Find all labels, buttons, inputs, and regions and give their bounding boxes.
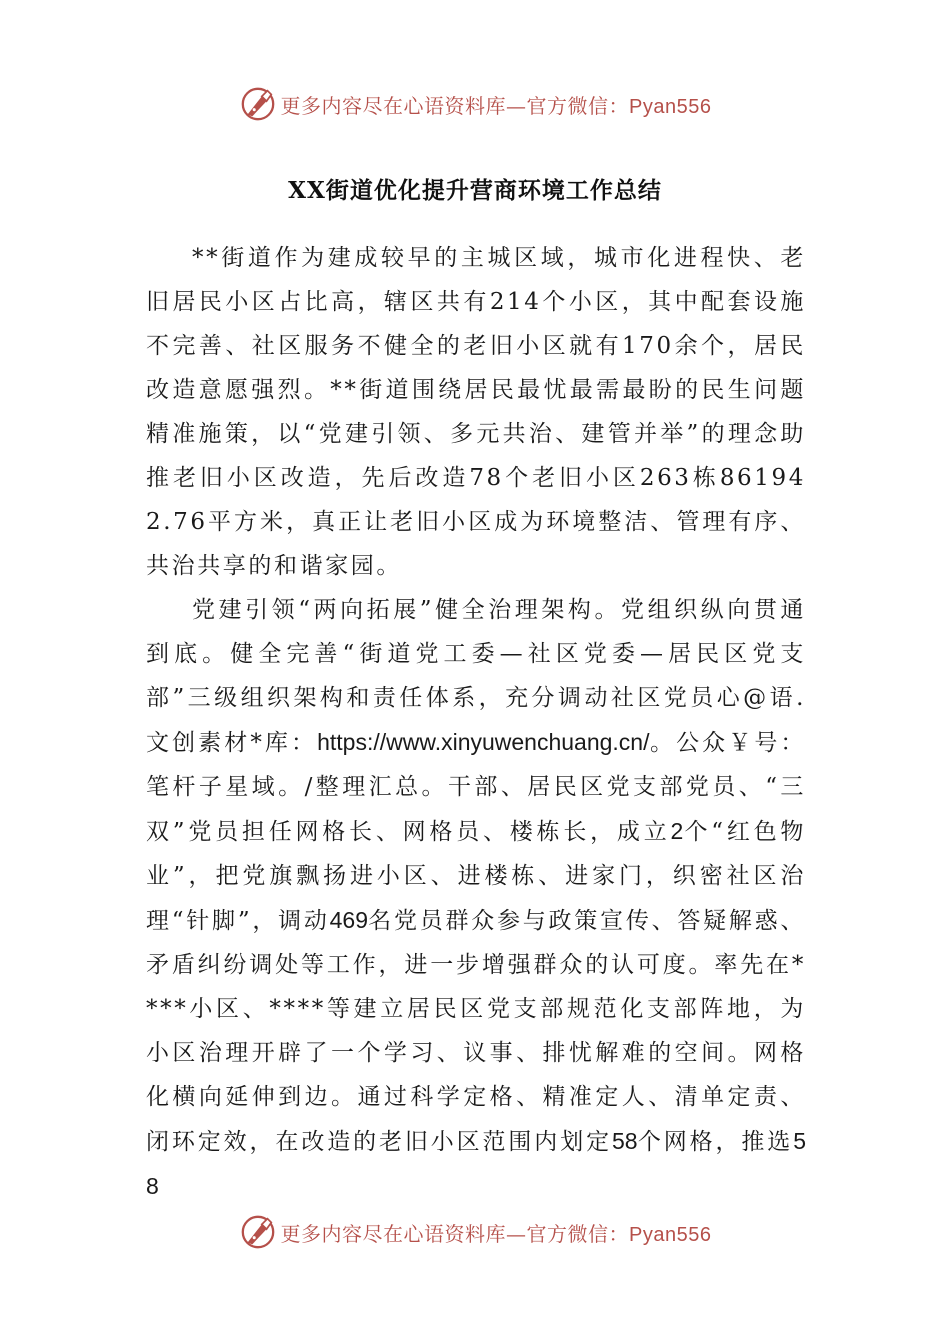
paragraph-text-segment: 个网格，推选 (637, 1129, 794, 1155)
website-url-text: https://www.xinyuwenchuang.cn/ (317, 729, 650, 755)
header-banner (0, 82, 950, 126)
banner-wechat-id: Pyan556 (629, 95, 712, 118)
paragraph-text-segment: 名党员群众参与政策宣传、答疑解惑、矛盾纠纷调处等工作，进一步增强群众的认可度。率先在****小区、****等建立居民区党支部规范化支部阵地，为小区治理开辟了一个学习、议事、排忧解难的空间。网格化横向延伸到边。通过科学定格、精准定人、清单定责、闭环定效，在改造的老旧小区范围内划定 (146, 908, 806, 1155)
banner-main-text: 更多内容尽在心语资料库 (280, 93, 507, 118)
paragraph-text-segment: 党建引领“两向拓展”健全治理架构。党组织纵向贯通到底。健全完善“街道党工委—社区党委—居民区党支部”三级组织架构和责任体系，充分调动社区党员心@语.文创素材*库： (146, 597, 806, 756)
document-title: XX街道优化提升营商环境工作总结 (288, 177, 662, 204)
number-grids: 58 (611, 1128, 638, 1154)
paragraph-intro: **街道作为建成较早的主城区域，城市化进程快、老旧居民小区占比高，辖区共有214个小区，其中配套设施不完善、社区服务不健全的老旧小区就有170余个，居民改造意愿强烈。**街道围绕居民最忧最需最盼的民生问题精准施策，以“党建引领、多元共治、建管并举”的理念助推老旧小区改造，先后改造78个老旧小区263栋861942.76平方米，真正让老旧小区成为环境整洁、管理有序、共治共享的和谐家园。 (146, 245, 806, 579)
banner-wechat-id: Pyan556 (629, 1223, 712, 1246)
banner-wechat-label: 官方微信： (526, 1221, 630, 1246)
number-selected: 58 (146, 1128, 806, 1199)
banner-text (281, 1218, 712, 1247)
pen-nib-logo-icon (239, 85, 277, 123)
banner-text (281, 90, 712, 119)
banner-main-text: 更多内容尽在心语资料库 (280, 1221, 507, 1246)
paragraph-text-segment: 个“红色物业”，把党旗飘扬进小区、进楼栋、进家门，织密社区治理“针脚”，调动 (146, 819, 806, 934)
banner-dash: — (506, 93, 527, 118)
pen-nib-logo-icon (239, 1213, 277, 1251)
paragraph-party-building (146, 588, 806, 1209)
paragraph-text-segment: 。公众￥号：笔杆子星域。/整理汇总。干部、居民区党支部党员、“三双”党员担任网格长、网格员、楼栋长，成立 (146, 730, 806, 845)
banner-dash: — (506, 1221, 527, 1246)
number-party-members: 469 (329, 907, 369, 933)
footer-banner (0, 1210, 950, 1254)
document-body (146, 236, 806, 1209)
number-red-property-count: 2 (670, 818, 684, 844)
banner-wechat-label: 官方微信： (526, 93, 630, 118)
